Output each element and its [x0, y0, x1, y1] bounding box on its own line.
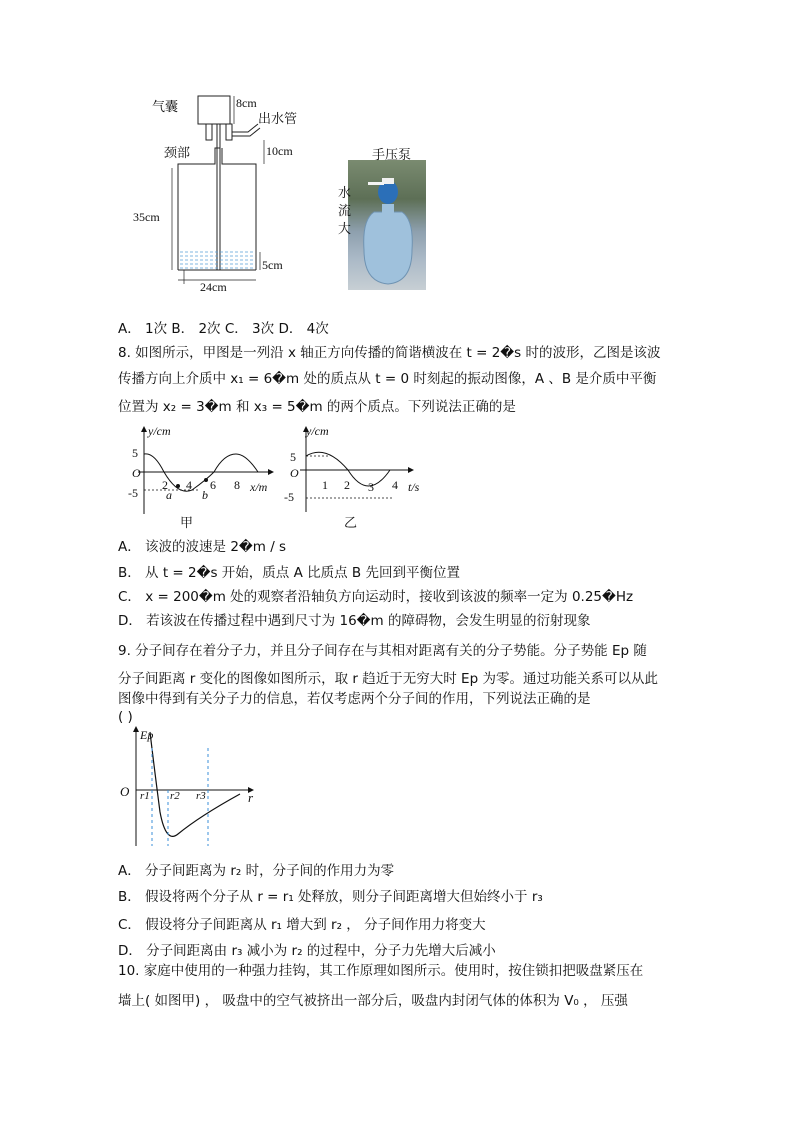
- yi-t2: 2: [344, 478, 350, 492]
- q9-option-b: B． 假设将两个分子从 r = r₁ 处释放，则分子间距离增大但始终小于 r₃: [118, 889, 543, 905]
- jia-o: O: [132, 466, 141, 480]
- jia-y5: 5: [132, 446, 138, 460]
- q9-option-c: C． 假设将分子间距离从 r₁ 增大到 r₂ ， 分子间作用力将变大: [118, 917, 486, 933]
- jia-a: a: [166, 488, 172, 502]
- yi-y5: 5: [290, 450, 296, 464]
- q10-stem-2: 墙上( 如图甲) ， 吸盘中的空气被挤出一部分后，吸盘内封闭气体的体积为 V₀ ， 压强: [118, 993, 628, 1009]
- dim-8cm: 8cm: [236, 96, 257, 110]
- q8-option-a: A． 该波的波速是 2�m / s: [118, 539, 287, 555]
- photo-side-3: 大: [338, 221, 352, 236]
- pump-photo: [348, 160, 426, 290]
- q9-stem-3: 图像中得到有关分子力的信息，若仅考虑两个分子间的作用，下列说法正确的是: [118, 691, 591, 707]
- yi-o: O: [290, 466, 299, 480]
- outlet-label: 出水管: [258, 111, 298, 126]
- ep-ylabel: Ep: [140, 728, 154, 742]
- dim-24cm: 24cm: [200, 280, 227, 294]
- photo-side-1: 水: [338, 185, 352, 200]
- q10-stem-1: 10. 家庭中使用的一种强力挂钩，其工作原理如图所示。使用时，按住锁扣把吸盘紧压在: [118, 963, 644, 979]
- q8-option-d: D． 若该波在传播过程中遇到尺寸为 16�m 的障碍物，会发生明显的衍射现象: [118, 613, 591, 629]
- ep-origin: O: [120, 784, 130, 799]
- q9-option-d: D． 分子间距离由 r₃ 减小为 r₂ 的过程中，分子力先增大后减小: [118, 943, 496, 959]
- q8-option-c: C． x = 200�m 处的观察者沿轴负方向运动时，接收到该波的频率一定为 0.25�Hz: [118, 589, 634, 605]
- q8-stem-2: 传播方向上介质中 x₁ = 6�m 处的质点从 t = 0 时刻起的振动图像，A 、B 是介质中平衡: [118, 371, 657, 387]
- jia-yn5: -5: [128, 486, 138, 500]
- airbag-label: 气囊: [152, 99, 179, 114]
- yi-xlabel: t/s: [408, 480, 420, 494]
- jia-xlabel: x/m: [250, 480, 268, 494]
- q7-options: A． 1次 B． 2次 C． 3次 D． 4次: [118, 321, 329, 337]
- yi-t3: 3: [368, 480, 374, 494]
- photo-label: 手压泵: [372, 147, 412, 162]
- jia-x6: 6: [210, 478, 216, 492]
- q8-stem-1: 8. 如图所示，甲图是一列沿 x 轴正方向传播的简谐横波在 t = 2�s 时的波形，乙图是该波: [118, 345, 661, 361]
- dim-35cm: 35cm: [133, 210, 160, 224]
- yi-name: 乙: [344, 515, 358, 530]
- pump-diagram: [140, 88, 340, 298]
- ep-r3: r3: [196, 790, 206, 802]
- yi-t1: 1: [322, 478, 328, 492]
- jia-b: b: [202, 488, 208, 502]
- q9-stem-4: ( ): [118, 709, 133, 725]
- yi-t4: 4: [392, 478, 398, 492]
- neck-label: 颈部: [164, 145, 191, 160]
- q8-stem-3: 位置为 x₂ = 3�m 和 x₃ = 5�m 的两个质点。下列说法正确的是: [118, 399, 516, 415]
- yi-yn5: -5: [284, 490, 294, 504]
- dim-5cm: 5cm: [262, 258, 283, 272]
- jia-x4: 4: [186, 478, 192, 492]
- jia-x8: 8: [234, 478, 240, 492]
- jia-ylabel: y/cm: [148, 424, 171, 438]
- ep-xlabel: r: [248, 790, 254, 805]
- photo-side-2: 流: [338, 203, 352, 218]
- q9-option-a: A． 分子间距离为 r₂ 时，分子间的作用力为零: [118, 863, 395, 879]
- dim-10cm: 10cm: [266, 144, 293, 158]
- ep-r2: r2: [170, 790, 180, 802]
- q9-stem-2: 分子间距离 r 变化的图像如图所示，取 r 趋近于无穷大时 Ep 为零。通过功能关系可以从此: [118, 671, 658, 687]
- jia-x2: 2: [162, 478, 168, 492]
- potential-energy-graph: [130, 726, 260, 852]
- ep-r1: r1: [140, 790, 150, 802]
- yi-ylabel: y/cm: [306, 424, 329, 438]
- q9-stem-1: 9. 分子间存在着分子力，并且分子间存在与其相对距离有关的分子势能。分子势能 Ep 随: [118, 643, 647, 659]
- q8-option-b: B． 从 t = 2�s 开始，质点 A 比质点 B 先回到平衡位置: [118, 565, 460, 581]
- jia-name: 甲: [180, 515, 194, 530]
